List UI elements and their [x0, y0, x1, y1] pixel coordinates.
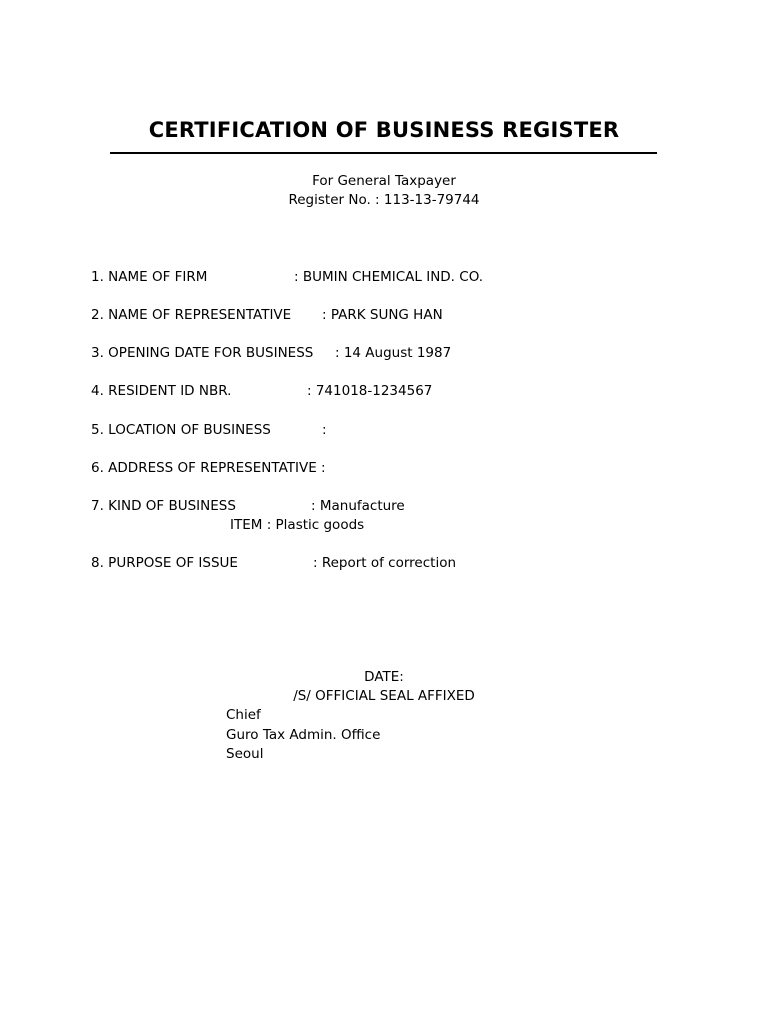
field-value: : 14 August 1987 — [335, 345, 452, 361]
subtitle: For General Taxpayer — [312, 173, 456, 189]
register-number: Register No. : 113-13-79744 — [288, 192, 480, 208]
field-value: : PARK SUNG HAN — [322, 307, 443, 323]
field-label: 5. LOCATION OF BUSINESS — [91, 422, 271, 438]
signatory-city: Seoul — [226, 746, 264, 762]
field-value: : BUMIN CHEMICAL IND. CO. — [294, 269, 484, 285]
signatory-title: Chief — [226, 707, 261, 723]
field-label: 8. PURPOSE OF ISSUE — [91, 555, 238, 571]
field-item: ITEM : Plastic goods — [230, 517, 365, 533]
field-value: : — [322, 422, 327, 438]
document-title: CERTIFICATION OF BUSINESS REGISTER — [148, 118, 620, 142]
field-value: : 741018-1234567 — [307, 383, 433, 399]
title-underline — [110, 152, 657, 154]
field-value: : Report of correction — [313, 555, 457, 571]
field-label: 3. OPENING DATE FOR BUSINESS — [91, 345, 314, 361]
field-label: 6. ADDRESS OF REPRESENTATIVE : — [91, 460, 326, 476]
field-label: 1. NAME OF FIRM — [91, 269, 208, 285]
field-value: : Manufacture — [311, 498, 405, 514]
field-label: 7. KIND OF BUSINESS — [91, 498, 236, 514]
date-line: DATE: — [364, 669, 404, 685]
official-seal-line: /S/ OFFICIAL SEAL AFFIXED — [293, 688, 475, 704]
field-label: 4. RESIDENT ID NBR. — [91, 383, 232, 399]
signatory-office: Guro Tax Admin. Office — [226, 727, 381, 743]
field-label: 2. NAME OF REPRESENTATIVE — [91, 307, 292, 323]
